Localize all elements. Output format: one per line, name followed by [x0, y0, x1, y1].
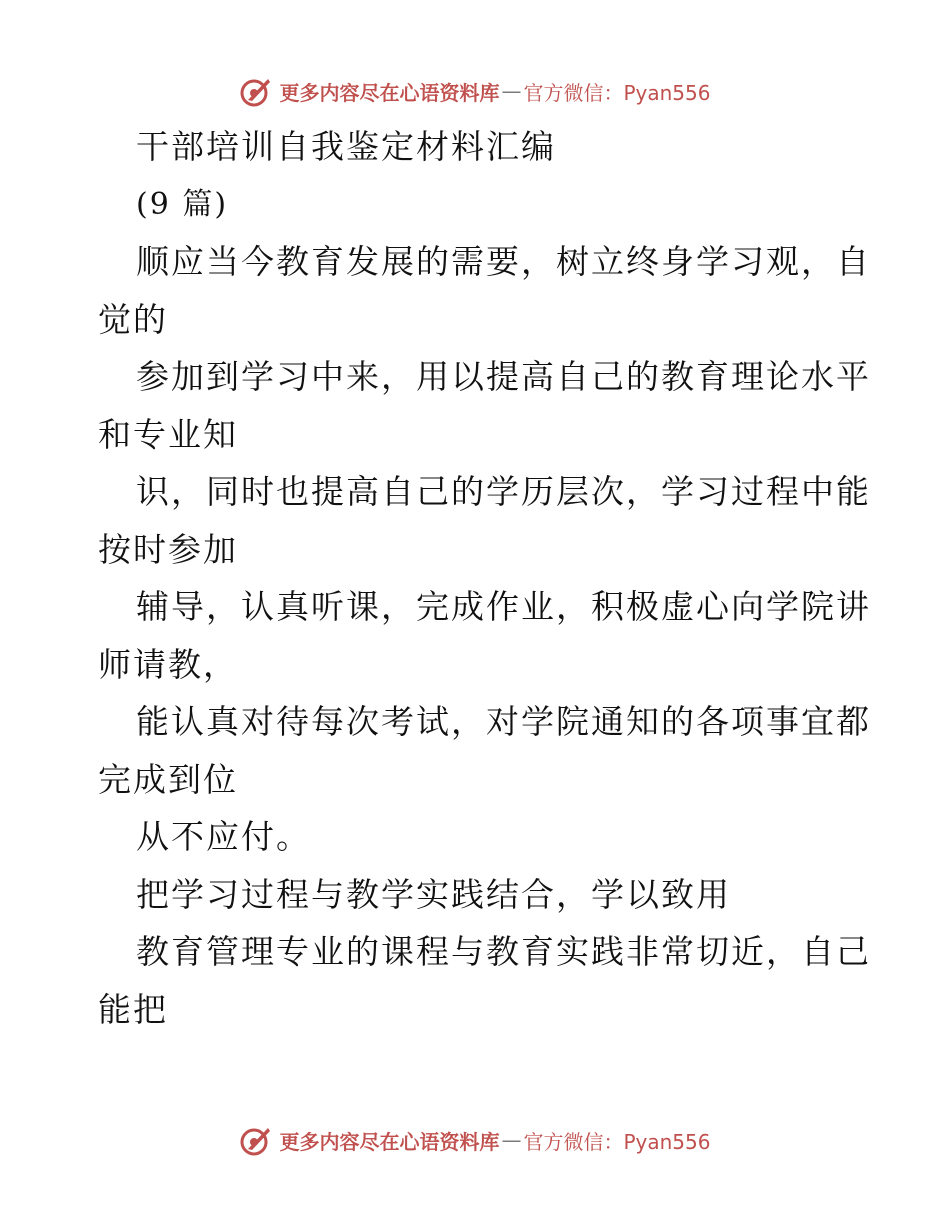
document-title: 干部培训自我鉴定材料汇编: [136, 127, 556, 166]
text-line: 顺应当今教育发展的需要，树立终身学习观，自: [136, 242, 871, 281]
document-count: (9 篇): [136, 186, 229, 222]
document-body: [98, 118, 871, 1038]
header-banner-dash: —: [501, 79, 522, 103]
text-line: 师请教，: [98, 644, 238, 684]
header-banner-contact: 官方微信：Pyan556: [523, 80, 711, 105]
footer-banner-dash: —: [501, 1128, 522, 1152]
text-line: 参加到学习中来，用以提高自己的教育理论水平: [136, 357, 871, 396]
header-banner-text: 更多内容尽在心语资料库: [279, 80, 500, 105]
quill-logo-icon: [239, 74, 273, 108]
text-line: 把学习过程与教学实践结合，学以致用: [136, 874, 731, 914]
text-line: 辅导，认真听课，完成作业，积极虚心向学院讲: [136, 587, 871, 626]
text-line: 能认真对待每次考试，对学院通知的各项事宜都: [136, 702, 871, 741]
footer-banner-contact: 官方微信：Pyan556: [523, 1129, 711, 1154]
text-line: 识，同时也提高自己的学历层次，学习过程中能: [136, 472, 871, 511]
text-line: 教育管理专业的课程与教育实践非常切近，自己: [136, 932, 871, 971]
footer-banner-text: 更多内容尽在心语资料库: [279, 1129, 500, 1154]
header-banner: [0, 71, 950, 111]
text-line: 觉的: [98, 299, 168, 339]
quill-logo-icon: [239, 1123, 273, 1157]
text-line: 和专业知: [98, 414, 238, 454]
text-line: 按时参加: [98, 529, 238, 569]
text-line: 能把: [98, 989, 168, 1029]
footer-banner: [0, 1120, 950, 1160]
text-line: 从不应付。: [136, 817, 311, 856]
text-line: 完成到位: [98, 759, 238, 799]
